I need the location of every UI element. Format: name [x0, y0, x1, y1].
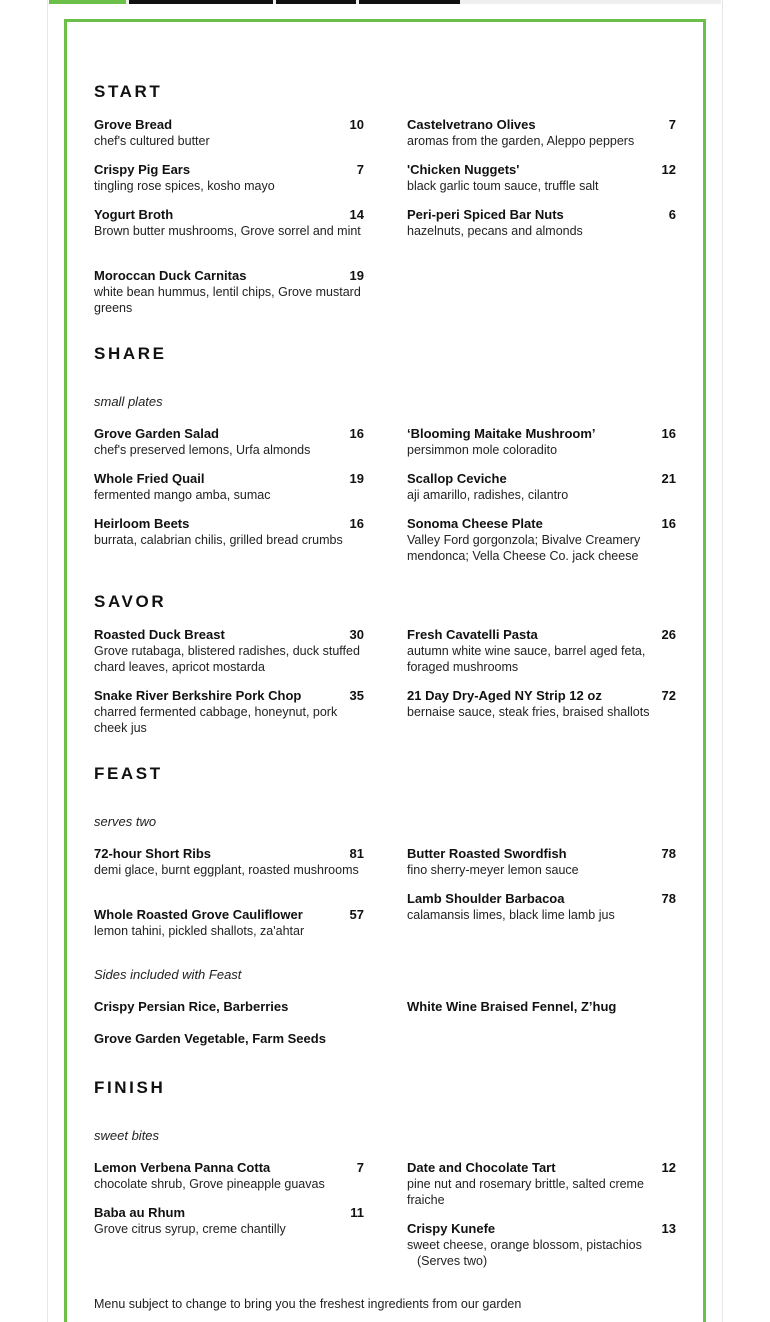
item-name: Castelvetrano Olives	[407, 117, 536, 132]
item-description: hazelnuts, pecans and almonds	[407, 224, 583, 238]
menu-item	[407, 1160, 677, 1208]
item-name: Crispy Kunefe	[407, 1221, 496, 1236]
item-price: 26	[661, 627, 676, 642]
item-name: Fresh Cavatelli Pasta	[407, 627, 538, 642]
tab[interactable]	[359, 0, 460, 4]
item-name: 'Chicken Nuggets'	[407, 162, 520, 177]
menu-item	[94, 426, 364, 458]
item-description: chocolate shrub, Grove pineapple guavas	[94, 1177, 325, 1191]
item-price: 35	[349, 688, 364, 703]
item-description: chef's cultured butter	[94, 134, 210, 148]
side-item: Grove Garden Vegetable, Farm Seeds	[94, 1031, 326, 1046]
item-name: Crispy Pig Ears	[94, 162, 191, 177]
menu-item	[94, 1205, 364, 1237]
item-name: Heirloom Beets	[94, 516, 190, 531]
item-price: 57	[349, 907, 364, 922]
section-subtitle: small plates	[94, 394, 163, 409]
menu-item	[407, 207, 677, 239]
section-subtitle: serves two	[94, 814, 157, 829]
item-price: 7	[356, 1160, 364, 1175]
item-description: charred fermented cabbage, honeynut, pork cheek jus	[94, 705, 338, 735]
item-description: persimmon mole coloradito	[407, 443, 558, 457]
item-name: Grove Bread	[94, 117, 173, 132]
item-description: bernaise sauce, steak fries, braised shallots	[407, 705, 650, 719]
item-name: Roasted Duck Breast	[94, 627, 225, 642]
tab-active[interactable]	[49, 0, 126, 4]
item-price: 12	[661, 1160, 676, 1175]
item-description: Valley Ford gorgonzola; Bivalve Creamery mendonca; Vella Cheese Co. jack cheese	[407, 533, 641, 563]
menu-item	[94, 117, 364, 149]
item-name: Date and Chocolate Tart	[407, 1160, 556, 1175]
item-name: Scallop Ceviche	[407, 471, 507, 486]
item-price: 19	[349, 268, 364, 283]
footer-note: Menu subject to change to bring you the freshest ingredients from our garden	[94, 1297, 522, 1311]
menu-item	[94, 1160, 364, 1192]
section-title-finish: FINISH	[94, 1078, 166, 1097]
item-price: 72	[661, 688, 676, 703]
item-price: 16	[349, 516, 364, 531]
item-description: pine nut and rosemary brittle, salted creme fraiche	[407, 1177, 644, 1207]
item-name: Butter Roasted Swordfish	[407, 846, 567, 861]
section-subtitle: sweet bites	[94, 1128, 160, 1143]
menu-item	[407, 891, 677, 923]
menu-item	[94, 846, 364, 878]
item-description: aji amarillo, radishes, cilantro	[407, 488, 569, 502]
item-price: 16	[349, 426, 364, 441]
menu-item	[94, 207, 364, 239]
item-name: Snake River Berkshire Pork Chop	[94, 688, 302, 703]
item-name: 72-hour Short Ribs	[94, 846, 212, 861]
item-price: 21	[661, 471, 676, 486]
item-description: Grove rutabaga, blistered radishes, duck stuffed chard leaves, apricot mostarda	[94, 644, 360, 674]
item-price: 14	[349, 207, 364, 222]
item-description: autumn white wine sauce, barrel aged feta, foraged mushrooms	[407, 644, 646, 674]
item-price: 13	[661, 1221, 676, 1236]
item-description: sweet cheese, orange blossom, pistachios	[407, 1238, 642, 1252]
item-price: 19	[349, 471, 364, 486]
menu-item	[407, 688, 677, 720]
item-name: Baba au Rhum	[94, 1205, 186, 1220]
tab-bar	[49, 0, 721, 4]
sides-label: Sides included with Feast	[94, 967, 242, 982]
item-price: 16	[661, 516, 676, 531]
item-name: Lamb Shoulder Barbacoa	[407, 891, 565, 906]
menu-item	[407, 426, 677, 458]
item-price: 78	[661, 846, 676, 861]
item-name: Grove Garden Salad	[94, 426, 219, 441]
menu-item	[407, 516, 677, 564]
menu-item	[407, 627, 677, 675]
menu-item	[407, 162, 677, 194]
item-price: 78	[661, 891, 676, 906]
item-description: fermented mango amba, sumac	[94, 488, 271, 502]
item-name: Lemon Verbena Panna Cotta	[94, 1160, 271, 1175]
item-price: 7	[668, 117, 676, 132]
item-price: 16	[661, 426, 676, 441]
item-description: burrata, calabrian chilis, grilled bread crumbs	[94, 533, 343, 547]
menu-item	[94, 688, 364, 736]
item-description: fino sherry-meyer lemon sauce	[407, 863, 579, 877]
menu-item	[407, 1221, 677, 1269]
item-price: 12	[661, 162, 676, 177]
item-price: 81	[349, 846, 364, 861]
tab[interactable]	[129, 0, 273, 4]
item-name: Yogurt Broth	[94, 207, 174, 222]
item-description: demi glace, burnt eggplant, roasted mushrooms	[94, 863, 359, 877]
item-description: lemon tahini, pickled shallots, za'ahtar	[94, 924, 305, 938]
menu-item	[94, 627, 364, 675]
item-name: Whole Roasted Grove Cauliflower	[94, 907, 303, 922]
section-title-share: SHARE	[94, 344, 167, 363]
item-description: Brown butter mushrooms, Grove sorrel and mint	[94, 224, 361, 238]
menu-item	[407, 471, 677, 503]
item-price: 10	[349, 117, 364, 132]
item-description: white bean hummus, lentil chips, Grove mustard greens	[94, 285, 361, 315]
item-name: Peri-peri Spiced Bar Nuts	[407, 207, 564, 222]
item-name: ‘Blooming Maitake Mushroom’	[407, 426, 596, 441]
menu-item	[94, 471, 364, 503]
item-name: Whole Fried Quail	[94, 471, 205, 486]
section-title-feast: FEAST	[94, 764, 163, 783]
menu-item	[407, 117, 677, 149]
menu-item	[94, 516, 364, 548]
item-serving-note: (Serves two)	[417, 1254, 488, 1268]
item-price: 7	[356, 162, 364, 177]
item-name: Moroccan Duck Carnitas	[94, 268, 247, 283]
item-description: black garlic toum sauce, truffle salt	[407, 179, 599, 193]
menu-item	[94, 162, 364, 194]
side-item: Crispy Persian Rice, Barberries	[94, 999, 289, 1014]
item-price: 6	[668, 207, 676, 222]
item-description: tingling rose spices, kosho mayo	[94, 179, 275, 193]
item-description: Grove citrus syrup, creme chantilly	[94, 1222, 286, 1236]
item-price: 11	[350, 1205, 364, 1220]
item-description: chef's preserved lemons, Urfa almonds	[94, 443, 311, 457]
item-name: 21 Day Dry-Aged NY Strip 12 oz	[407, 688, 602, 703]
item-price: 30	[349, 627, 364, 642]
section-title-savor: SAVOR	[94, 592, 167, 611]
menu-item	[407, 846, 677, 878]
side-item: White Wine Braised Fennel, Z’hug	[407, 999, 617, 1014]
item-description: aromas from the garden, Aleppo peppers	[407, 134, 635, 148]
menu-item	[94, 907, 364, 939]
tab[interactable]	[276, 0, 356, 4]
item-description: calamansis limes, black lime lamb jus	[407, 908, 615, 922]
section-title-start: START	[94, 82, 163, 101]
item-name: Sonoma Cheese Plate	[407, 516, 543, 531]
menu-item	[94, 268, 364, 316]
